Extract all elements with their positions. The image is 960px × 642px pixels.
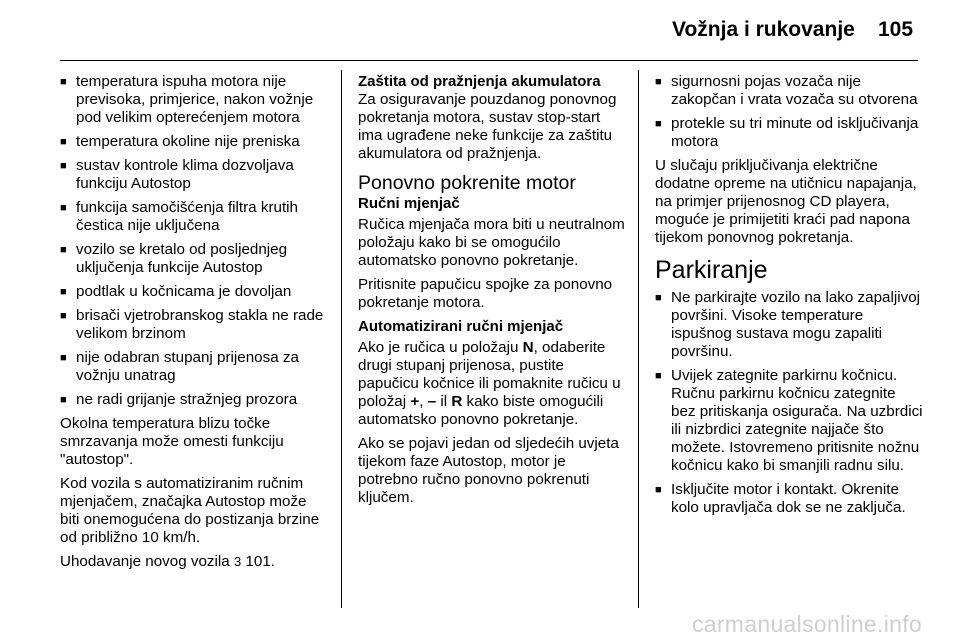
list-item: ■ funkcija samočišćenja filtra krutih čestica nije uključena (60, 199, 298, 234)
bullet-square-icon: ■ (60, 76, 67, 88)
bullet-square-icon: ■ (655, 292, 662, 304)
page-number: 105 (878, 18, 914, 41)
paragraph: Kod vozila s automatiziranim ručnim mjenjačem, značajka Autostop može biti onemogućena do postizanja brzine od približno 10 km/h. (60, 475, 320, 546)
manual-gearbox-heading: Ručni mjenjač (358, 195, 460, 212)
header-title: Vožnja i rukovanje (672, 18, 855, 41)
list-item: ■ temperatura okoline nije preniska (60, 133, 300, 150)
bullet-square-icon: ■ (60, 286, 67, 298)
list-item: ■ Isključite motor i kontakt. Okrenite kolo upravljača dok se ne zaključa. (655, 481, 906, 516)
list-item: ■ podtlak u kočnicama je dovoljan (60, 283, 292, 300)
column-2 (358, 73, 626, 513)
parking-heading: Parkiranje (655, 256, 768, 284)
list-item: ■ temperatura ispuha motora nije previsoka, primjerice, nakon vožnje pod velikim opterećenjem motora (60, 73, 314, 126)
bullet-square-icon: ■ (655, 370, 662, 382)
gear-minus-symbol: – (427, 393, 437, 410)
list-item: ■ sustav kontrole klima dozvoljava funkciju Autostop (60, 157, 294, 192)
bullet-square-icon: ■ (655, 76, 662, 88)
gear-plus-symbol: + (410, 393, 420, 410)
list-item: ■ ne radi grijanje stražnjeg prozora (60, 391, 298, 408)
bullet-square-icon: ■ (60, 352, 67, 364)
header-rule (60, 60, 918, 61)
paragraph: Ako je ručica u položaju N, odaberite drugi stupanj prijenosa, pustite papučicu kočnice ili pomaknite ručicu u položaj +, – il R kako biste omogućili automatsko ponovno pokretanje. (358, 339, 621, 428)
bullet-square-icon: ■ (60, 136, 67, 148)
bullet-square-icon: ■ (60, 394, 67, 406)
list-item: ■ protekle su tri minute od isključivanja motora (655, 115, 919, 150)
gear-n-symbol: N (522, 339, 534, 356)
page-reference-icon: 3 (233, 554, 242, 569)
bullet-square-icon: ■ (60, 244, 67, 256)
column-1 (60, 73, 328, 577)
paragraph: Ako se pojavi jedan od sljedećih uvjeta tijekom faze Autostop, motor je potrebno ručno ponovno pokrenuti ključem. (358, 435, 619, 506)
bullet-square-icon: ■ (655, 484, 662, 496)
paragraph: Pritisnite papučicu spojke za ponovno pokretanje motora. (358, 276, 613, 311)
bullet-square-icon: ■ (655, 118, 662, 130)
automated-gearbox-heading: Automatizirani ručni mjenjač (358, 318, 564, 335)
list-item: ■ nije odabran stupanj prijenosa za vožnju unatrag (60, 349, 299, 384)
bullet-square-icon: ■ (60, 202, 67, 214)
list-item: ■ Uvijek zategnite parkirnu kočnicu. Ručnu parkirnu kočnicu zategnite bez pritiskanja osigurača. Na uzbrdici ili nizbrdici zategnite najjače što možete. Istovremeno pritisnite nožnu kočnicu kako bi smanjili radnu silu. (655, 367, 923, 474)
list-item: ■ sigurnosni pojas vozača nije zakopčan i vrata vozača su otvorena (655, 73, 918, 108)
paragraph: Okolna temperatura blizu točke smrzavanja može omesti funkciju "autostop". (60, 415, 284, 468)
paragraph: U slučaju priključivanja električne dodatne opreme na utičnicu napajanja, na primjer prijenosnog CD playera, moguće je primijetiti kraći pad napona tijekom ponovnog pokretanja. (655, 157, 917, 246)
column-3 (655, 73, 923, 523)
cross-reference: Uhodavanje novog vozila 3 101. (60, 553, 275, 570)
bullet-square-icon: ■ (60, 160, 67, 172)
list-item: ■ vozilo se kretalo od posljednjeg uključenja funkcije Autostop (60, 241, 288, 276)
gear-r-symbol: R (451, 393, 463, 410)
column-divider (638, 70, 639, 608)
list-item: ■ brisači vjetrobranskog stakla ne rade velikom brzinom (60, 307, 324, 342)
column-divider (341, 70, 342, 608)
battery-protection-heading: Zaštita od pražnjenja akumulatora (358, 73, 601, 90)
paragraph: Ručica mjenjača mora biti u neutralnom položaju kako bi se omogućilo automatsko ponovno pokretanje. (358, 216, 625, 269)
bullet-square-icon: ■ (60, 310, 67, 322)
list-item: ■ Ne parkirajte vozilo na lako zapaljivoj površini. Visoke temperature ispušnog sustava mogu zapaliti površinu. (655, 289, 921, 360)
paragraph: Za osiguravanje pouzdanog ponovnog pokretanja motora, sustav stop-start ima ugrađene neke funkcije za zaštitu akumulatora od pražnjenja. (358, 91, 617, 162)
watermark: carmanualsonline.info (691, 611, 922, 637)
restart-engine-heading: Ponovno pokrenite motor (358, 172, 576, 194)
